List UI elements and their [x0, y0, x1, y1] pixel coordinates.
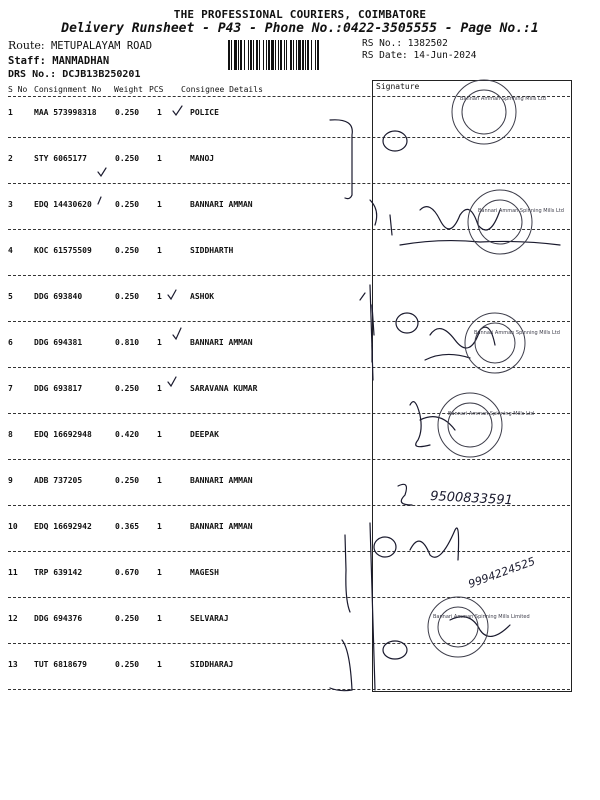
- row-divider: [8, 183, 570, 184]
- stamp-text: Bannari Amman Spinning Mills Ltd: [478, 208, 564, 214]
- row-divider: [8, 229, 570, 230]
- row-consignment: DDG 694381: [34, 338, 83, 347]
- row-sno: 9: [8, 476, 13, 485]
- rs-date-value: 14-Jun-2024: [413, 50, 477, 61]
- route-label: Route:: [8, 39, 45, 52]
- row-consignment: EDQ 16692942: [34, 522, 92, 531]
- row-consignment: DDG 694376: [34, 614, 83, 623]
- row-sno: 7: [8, 384, 13, 393]
- tick-mark: [168, 377, 176, 386]
- row-weight: 0.250: [115, 614, 140, 623]
- row-weight: 0.810: [115, 338, 140, 347]
- row-divider: [8, 643, 570, 644]
- row-sno: 6: [8, 338, 13, 347]
- row-sno: 12: [8, 614, 18, 623]
- row-consignee: MAGESH: [190, 568, 219, 577]
- row-pcs: 1: [157, 430, 162, 439]
- rs-date-label: RS Date:: [362, 50, 408, 61]
- signature-box: [372, 80, 572, 692]
- row-sno: 8: [8, 430, 13, 439]
- row-sno: 13: [8, 660, 18, 669]
- row-pcs: 1: [157, 154, 162, 163]
- row-weight: 0.250: [115, 246, 140, 255]
- row-divider: [8, 597, 570, 598]
- row-divider: [8, 459, 570, 460]
- row-weight: 0.670: [115, 568, 140, 577]
- stamp-text: Bannari Amman Spinning Mills Ltd: [448, 411, 534, 417]
- bracket-mark: [330, 120, 352, 199]
- drs-line: [8, 69, 140, 80]
- row-pcs: 1: [157, 108, 162, 117]
- row-consignment: STY 6065177: [34, 154, 87, 163]
- row-divider: [8, 413, 570, 414]
- row-divider: [8, 275, 570, 276]
- stamp-text: Bannari Amman Spinning Mills Limited: [433, 614, 530, 620]
- route-value: METUPALAYAM ROAD: [50, 40, 153, 52]
- row-consignee: BANNARI AMMAN: [190, 200, 253, 209]
- tick-mark: [173, 328, 181, 339]
- row-consignment: DDG 693817: [34, 384, 83, 393]
- row-pcs: 1: [157, 660, 162, 669]
- col-header-consignment: Consignment No: [34, 85, 102, 94]
- bracket-mark: [330, 535, 352, 691]
- handwritten-phone-1: 9500833591: [429, 489, 514, 509]
- rs-date-line: [362, 50, 476, 61]
- row-divider: [8, 689, 570, 690]
- tick-mark: [98, 197, 101, 204]
- row-weight: 0.365: [115, 522, 140, 531]
- row-pcs: 1: [157, 522, 162, 531]
- stamp-text: Bannari Amman Spinning Mills Ltd: [460, 96, 546, 102]
- col-header-weight: Weight: [114, 85, 143, 94]
- row-sno: 4: [8, 246, 13, 255]
- row-consignee: BANNARI AMMAN: [190, 338, 253, 347]
- tick-mark: [173, 106, 182, 115]
- row-consignee: POLICE: [190, 108, 219, 117]
- stamp-text: Bannari Amman Spinning Mills Ltd: [474, 330, 560, 336]
- row-sno: 5: [8, 292, 13, 301]
- row-pcs: 1: [157, 292, 162, 301]
- row-weight: 0.250: [115, 384, 140, 393]
- rs-number-label: RS No.:: [362, 38, 403, 49]
- drs-label: DRS No.:: [8, 69, 57, 80]
- row-consignment: MAA 573998318: [34, 108, 97, 117]
- row-weight: 0.250: [115, 200, 140, 209]
- row-sno: 11: [8, 568, 18, 577]
- row-divider: [8, 137, 570, 138]
- row-consignment: EDQ 14430620: [34, 200, 92, 209]
- row-sno: 1: [8, 108, 13, 117]
- barcode: [228, 40, 352, 70]
- row-weight: 0.250: [115, 476, 140, 485]
- col-header-consignee: Consignee Details: [181, 85, 263, 94]
- tick-mark: [98, 168, 106, 176]
- row-pcs: 1: [157, 200, 162, 209]
- runsheet-subtitle: Delivery Runsheet - P43 - Phone No.:0422-3505555 - Page No.:1: [61, 21, 539, 36]
- row-pcs: 1: [157, 568, 162, 577]
- row-consignee: BANNARI AMMAN: [190, 522, 253, 531]
- tick-mark: [168, 290, 176, 299]
- row-divider: [8, 551, 570, 552]
- row-weight: 0.250: [115, 154, 140, 163]
- row-consignee: SIDDHARTH: [190, 246, 234, 255]
- staff-value: MANMADHAN: [52, 55, 110, 67]
- row-consignee: SELVARAJ: [190, 614, 229, 623]
- row-consignment: TUT 6818679: [34, 660, 87, 669]
- row-weight: 0.420: [115, 430, 140, 439]
- rs-number-line: [362, 38, 448, 49]
- company-title: THE PROFESSIONAL COURIERS, COIMBATORE: [173, 8, 427, 21]
- row-consignment: EDQ 16692948: [34, 430, 92, 439]
- row-sno: 10: [8, 522, 18, 531]
- row-consignee: BANNARI AMMAN: [190, 476, 253, 485]
- row-pcs: 1: [157, 614, 162, 623]
- row-consignee: DEEPAK: [190, 430, 219, 439]
- row-consignee: MANOJ: [190, 154, 215, 163]
- col-header-signature: Signature: [376, 82, 420, 91]
- row-weight: 0.250: [115, 660, 140, 669]
- col-header-pcs: PCS: [149, 85, 164, 94]
- route-line: [8, 39, 152, 52]
- row-divider: [8, 505, 570, 506]
- row-consignment: TRP 639142: [34, 568, 83, 577]
- drs-value: DCJB13B250201: [62, 69, 141, 80]
- row-weight: 0.250: [115, 108, 140, 117]
- row-divider: [8, 321, 570, 322]
- row-consignment: DDG 693840: [34, 292, 83, 301]
- row-pcs: 1: [157, 476, 162, 485]
- row-consignee: SARAVANA KUMAR: [190, 384, 258, 393]
- rs-number-value: 1382502: [407, 38, 448, 49]
- row-sno: 3: [8, 200, 13, 209]
- handwritten-phone-2: 9994224525: [466, 554, 537, 591]
- row-consignment: ADB 737205: [34, 476, 83, 485]
- row-consignment: KOC 61575509: [34, 246, 92, 255]
- row-pcs: 1: [157, 338, 162, 347]
- row-pcs: 1: [157, 246, 162, 255]
- row-divider: [8, 367, 570, 368]
- staff-line: [8, 55, 109, 67]
- row-sno: 2: [8, 154, 13, 163]
- row-consignee: ASHOK: [190, 292, 215, 301]
- staff-label: Staff:: [8, 55, 46, 67]
- col-header-sno: S No: [8, 85, 28, 94]
- row-weight: 0.250: [115, 292, 140, 301]
- row-pcs: 1: [157, 384, 162, 393]
- row-consignee: SIDDHARAJ: [190, 660, 234, 669]
